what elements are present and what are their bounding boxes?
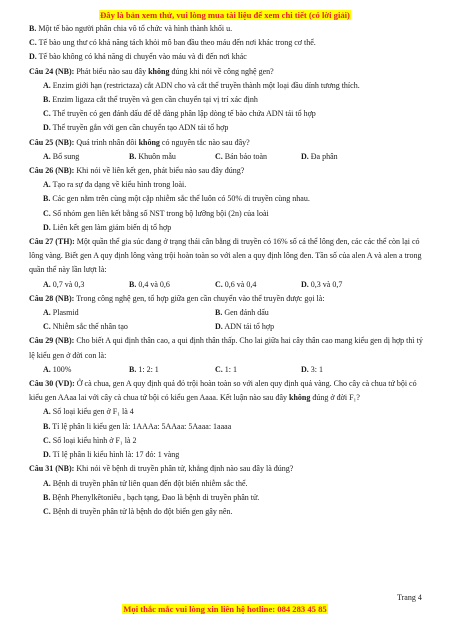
option-c: C. 0,6 và 0,4 [215,279,257,289]
question-25: Câu 25 (NB): Quá trình nhân đôi không có nguyên tắc nào sau đây? [29,137,250,147]
option-d: D. Tỉ lệ phân li kiểu hình là: 17 đỏ: 1 vàng [43,450,180,460]
option-c: C. Nhiễm sắc thể nhân tạo [43,322,128,332]
option-b: B. 0,4 và 0,6 [129,279,170,289]
list-item: D. Tế bào không có khả năng di chuyển vào máu và đi đến nơi khác [29,52,247,62]
option-c: C. Thể truyền có gen đánh dấu để dễ dàng phân lập dòng tế bào chứa ADN tái tổ hợp [43,109,316,119]
option-d: D. Liên kết gen làm giảm biến dị tổ hợp [43,222,172,232]
options-row [29,320,427,334]
question-28: Câu 28 (NB): Trong công nghệ gen, tổ hợp giữa gen cần chuyển vào thể truyền được gọi là: [29,293,325,303]
option-c: C. Số loại kiểu hình ở F₁ là 2 [43,435,137,445]
option-b: B. Khuôn mẫu [129,151,176,161]
option-a: A. Plasmid [43,308,79,318]
option-a: A. 0,7 và 0,3 [43,279,85,289]
option-c: C. Số nhóm gen liên kết bằng số NST trong bộ lưỡng bội (2n) của loài [43,208,269,218]
option-b: B. Tỉ lệ phân li kiểu gen là: 1AAAa: 5AAaa: 5Aaaa: 1aaaa [43,421,232,431]
option-a: A. Bổ sung [43,151,80,161]
option-b: B. Enzim ligaza cắt thể truyền và gen cần chuyển tại vị trí xác định [43,95,258,105]
question-30: Câu 30 (VD): Ở cà chua, gen A quy định quả đỏ trội hoàn toàn so với alen quy định quả vàng. Cho cây cà chua tứ bội có kiểu gen AAaa lai với cây cà chua tứ bội có kiểu gen Aaaa. Kết luận nào sau đây không đúng ở đời F₁? [29,379,417,403]
list-item: B. Một tế bào người phân chia vô tổ chức và hình thành khối u. [29,24,233,33]
option-a: A. Bệnh di truyền phân tử liên quan đến đột biến nhiễm sắc thể. [43,478,248,488]
options-row [29,150,427,164]
question-24: Câu 24 (NB): Phát biểu nào sau đây không đúng khi nói về công nghệ gen? [29,66,274,76]
option-a: A. Tạo ra sự đa dạng về kiểu hình trong loài. [43,180,187,190]
hotline-banner [0,604,450,614]
option-d: D. Thể truyền gắn với gen cần chuyển tạo ADN tái tổ hợp [43,123,229,133]
document-body [29,22,427,519]
option-a: A. Enzim giới hạn (restrictaza) cắt ADN cho và cắt thể truyền thành một loại đầu dính tương thích. [43,80,360,90]
list-item: C. Tế bào ung thư có khả năng tách khỏi mô ban đầu theo máu đến nơi khác trong cơ thể. [29,38,316,48]
option-a: A. 100% [43,364,72,374]
preview-banner-text: Đây là bản xem thử, vui lòng mua tài liệu để xem chi tiết (có lời giải) [100,10,350,20]
question-29: Câu 29 (NB): Cho biết A qui định thân cao, a qui định thân thấp. Cho lai giữa hai cây thân cao mang kiểu gen dị hợp thì tỷ lệ kiểu gen ở đời con là: [29,336,423,360]
option-c: C. Bán bảo toàn [215,151,267,161]
question-27: Câu 27 (TH): Một quần thể gia súc đang ở trạng thái cân bằng di truyền có 16% số cá thể lông đen, các các thể còn lại có lông vàng. Biết gen A quy định lông vàng trội hoàn toàn so với alen a quy định lông đen. Tần số của alen A và alen a trong quần thể này lần lượt là: [29,237,422,275]
option-c: C. 1: 1 [215,364,238,374]
question-26: Câu 26 (NB): Khi nói về liên kết gen, phát biểu nào sau đây đúng? [29,166,245,176]
option-d: D. 3: 1 [301,364,324,374]
options-row [29,306,427,320]
option-d: D. Đa phân [301,151,338,161]
options-row [29,278,427,292]
option-d: D. ADN tái tổ hợp [215,322,275,332]
option-c: C. Bệnh di truyền phân tử là bệnh do đột biến gen gây nên. [43,506,233,516]
option-a: A. Số loại kiểu gen ở F₁ là 4 [43,407,134,417]
option-d: D. 0,3 và 0,7 [301,279,343,289]
page-number: Trang 4 [397,593,422,602]
preview-banner [0,10,450,20]
option-b: B. Các gen nằm trên cùng một cặp nhiễm sắc thể luôn có 50% di truyền cùng nhau. [43,194,310,204]
options-row [29,363,427,377]
question-31: Câu 31 (NB): Khi nói về bệnh di truyền phân tử, khẳng định nào sau đây là đúng? [29,464,294,474]
option-b: B. 1: 2: 1 [129,364,159,374]
option-b: B. Gen đánh dấu [215,308,269,318]
option-b: B. Bệnh Phenylkêtoniêu , bạch tạng, Đao là bệnh di truyền phân tử. [43,492,260,502]
hotline-banner-text: Mọi thắc mắc vui lòng xin liên hệ hotline: 084 283 45 85 [123,604,327,614]
